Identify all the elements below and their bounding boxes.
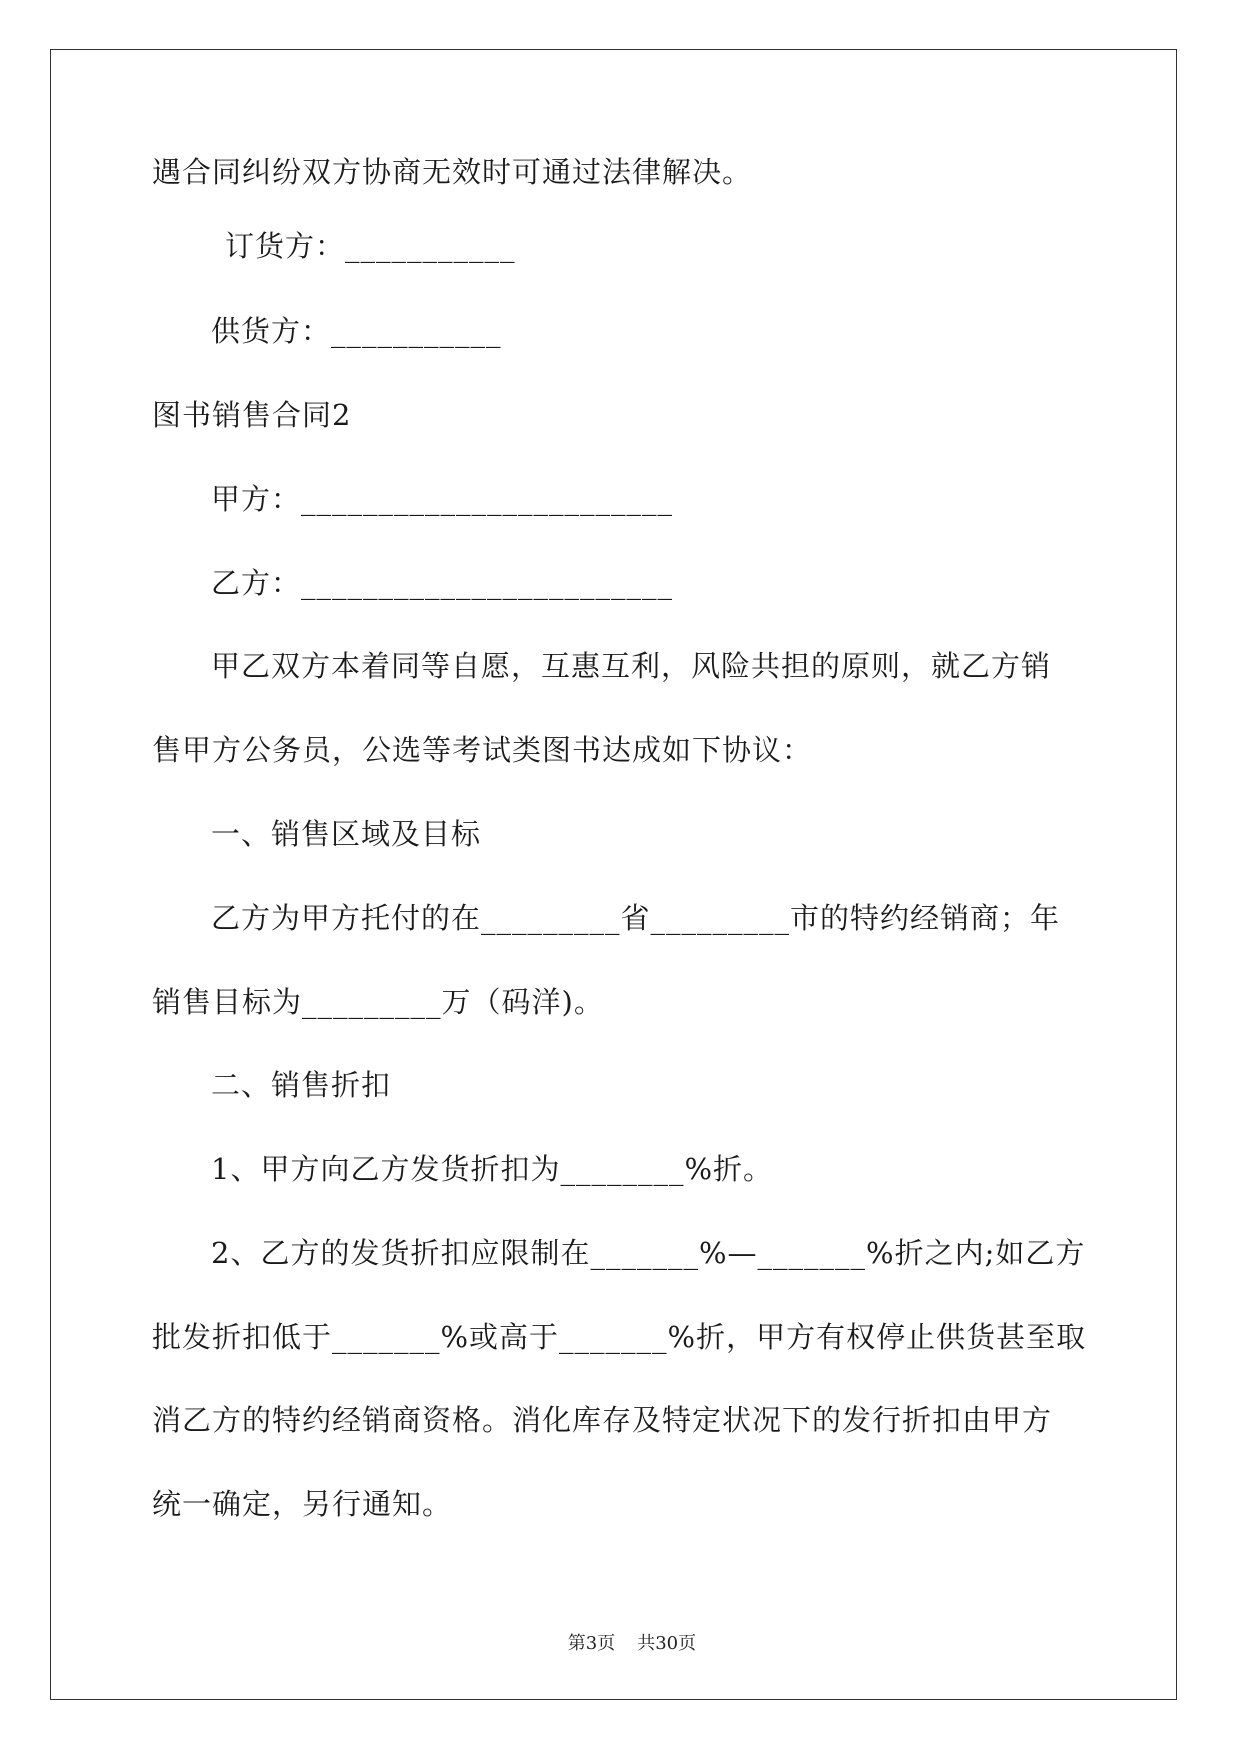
text-line: 2、乙方的发货折扣应限制在_______%—_______%折之内;如乙方 <box>211 1236 1086 1270</box>
text-line: 乙方为甲方托付的在_________省_________市的特约经销商；年 <box>211 901 1061 935</box>
page-total: 共30页 <box>637 1633 697 1654</box>
page-footer <box>0 1608 1241 1676</box>
text-line: 统一确定，另行通知。 <box>152 1487 453 1521</box>
section-heading: 一、销售区域及目标 <box>211 817 482 851</box>
text-line: 消乙方的特约经销商资格。消化库存及特定状况下的发行折扣由甲方 <box>152 1403 1053 1437</box>
page-number: 第3页 <box>567 1633 616 1654</box>
text-line: 销售目标为_________万（码洋)。 <box>152 985 604 1019</box>
section-title: 图书销售合同2 <box>152 398 352 432</box>
text-line: 批发折扣低于_______%或高于_______%折，甲方有权停止供货甚至取 <box>152 1320 1087 1354</box>
text-line: 订货方：___________ <box>225 229 516 263</box>
text-line: 供货方：___________ <box>211 314 502 348</box>
text-line: 甲方：________________________ <box>211 482 674 516</box>
text-line: 甲乙双方本着同等自愿，互惠互利，风险共担的原则，就乙方销 <box>211 649 1052 683</box>
page-border <box>50 49 1177 1700</box>
section-heading: 二、销售折扣 <box>211 1068 392 1102</box>
text-line: 遇合同纠纷双方协商无效时可通过法律解决。 <box>152 155 753 189</box>
text-line: 1、甲方向乙方发货折扣为________%折。 <box>211 1152 774 1186</box>
text-line: 售甲方公务员，公选等考试类图书达成如下协议： <box>152 733 813 767</box>
text-line: 乙方：________________________ <box>211 566 674 600</box>
